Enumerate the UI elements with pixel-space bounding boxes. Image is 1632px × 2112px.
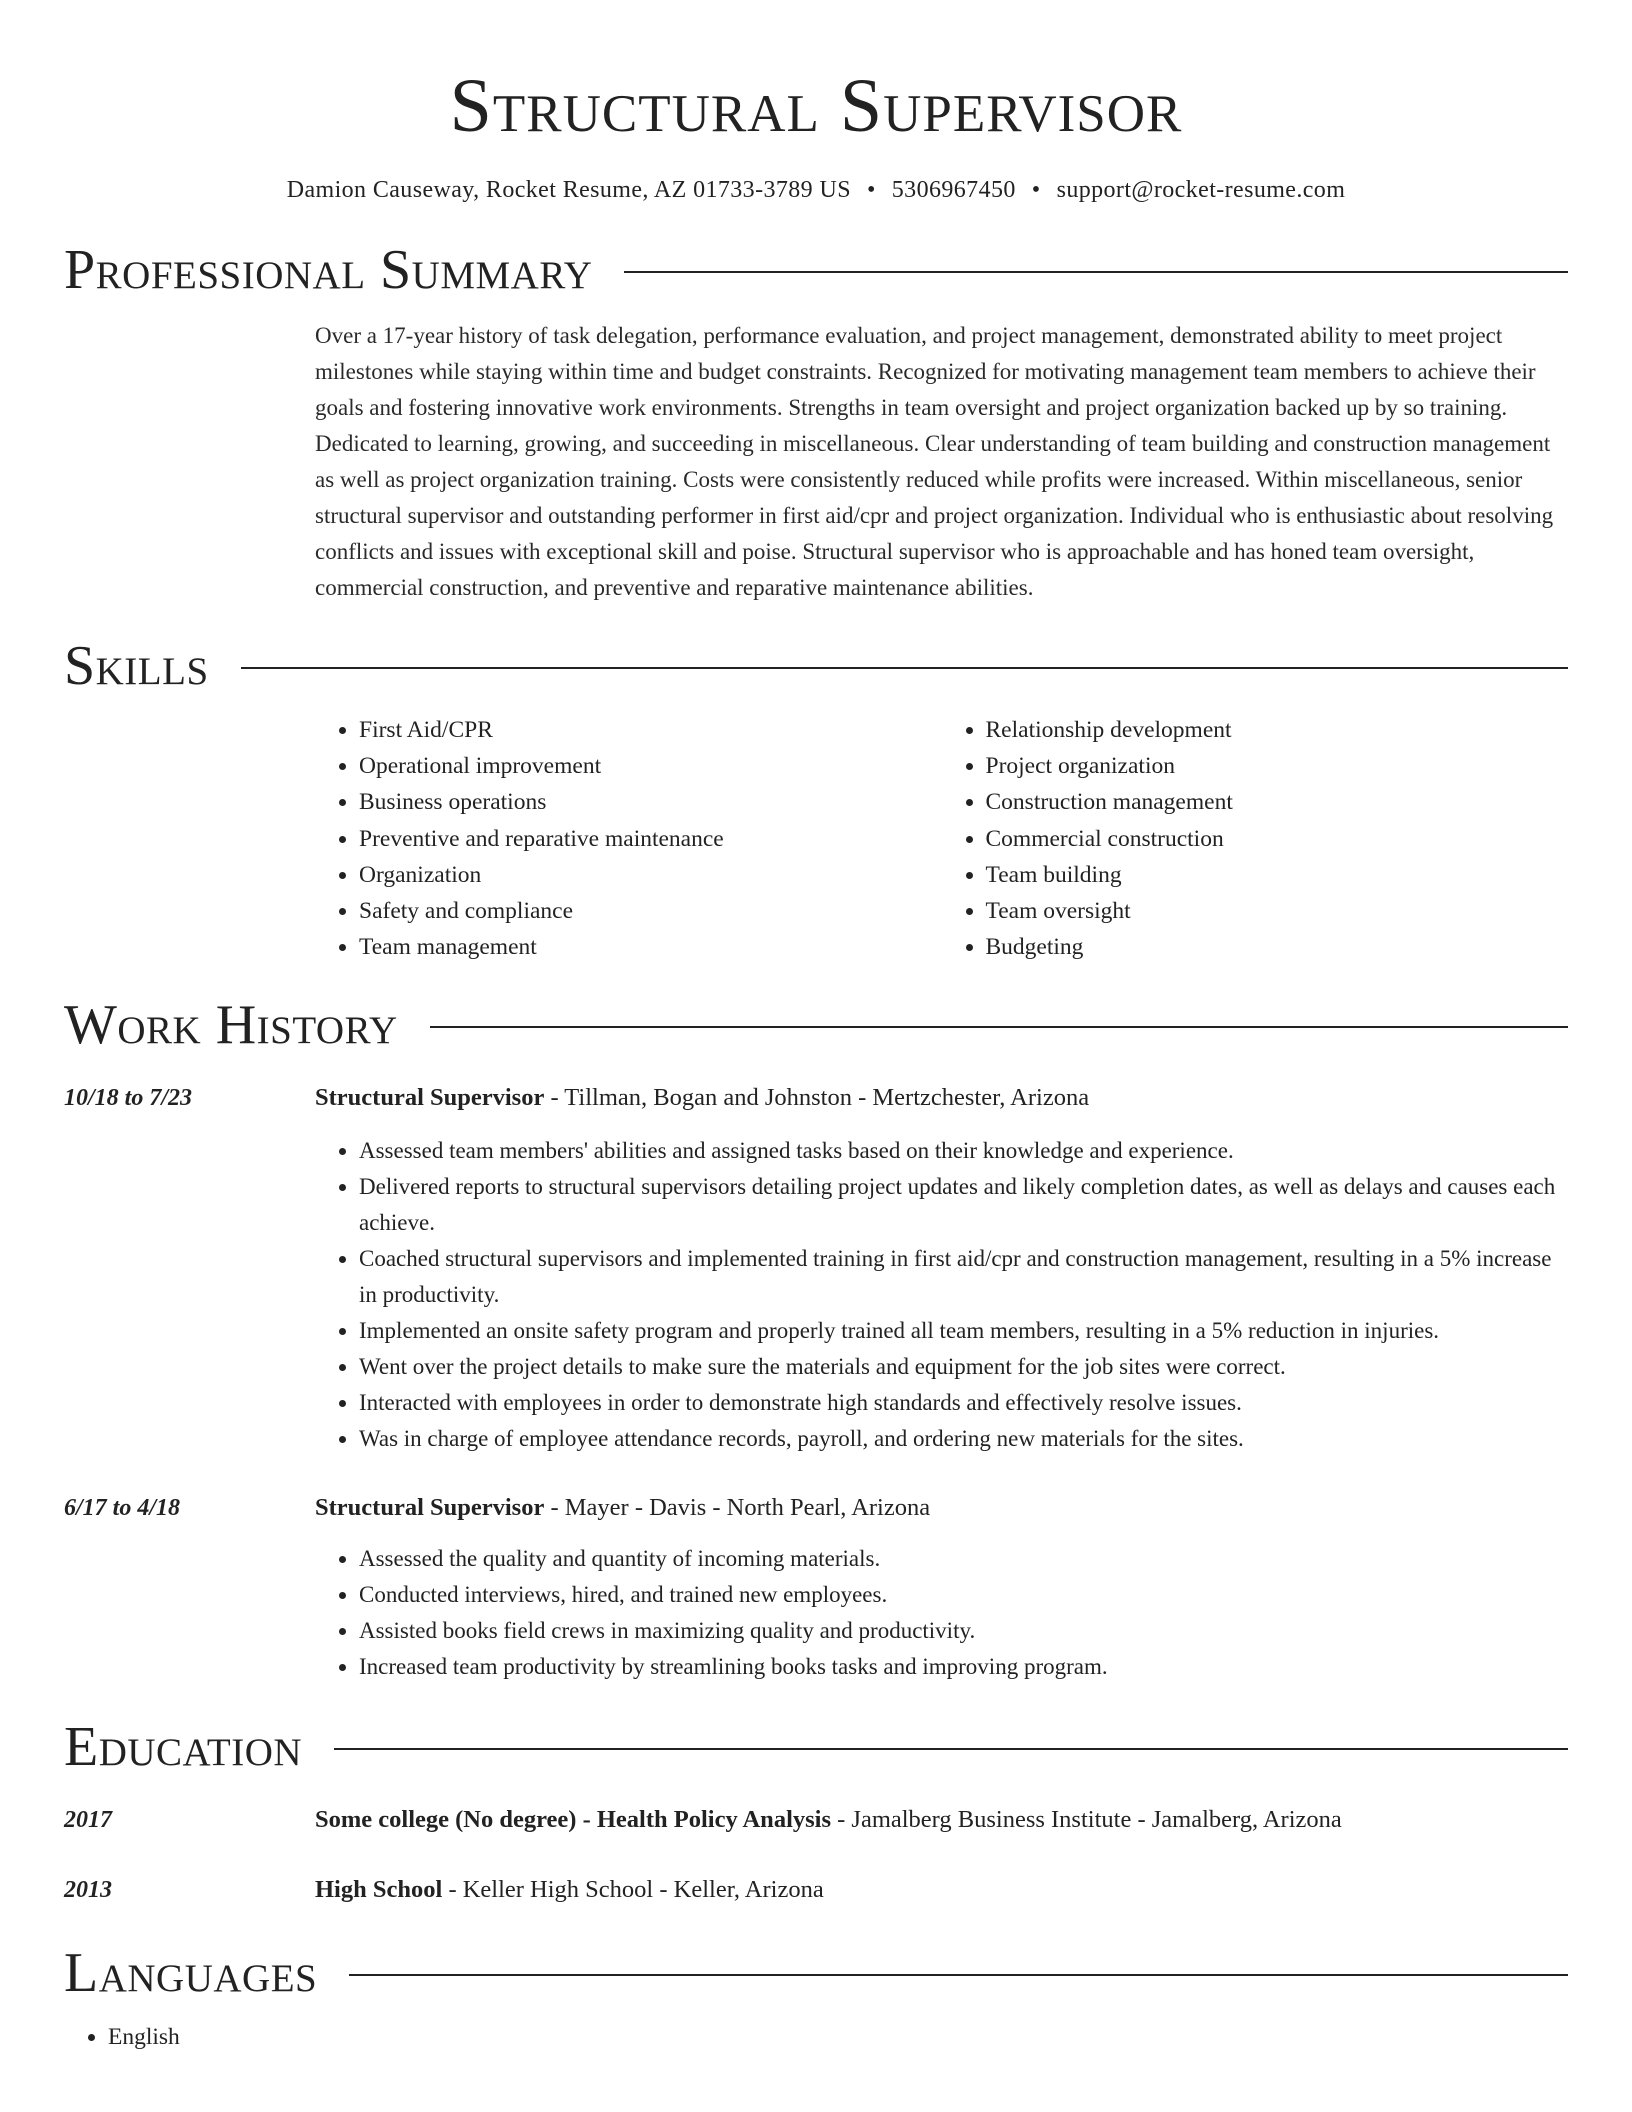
skill-item: • Construction management: [986, 784, 1569, 820]
education-degree: Some college (No degree) - Health Policy Analysis: [315, 1806, 831, 1834]
education-entry: [64, 1873, 1568, 1907]
work-section-header: [64, 993, 1568, 1057]
skill-item: • Preventive and reparative maintenance: [359, 821, 942, 857]
section-divider: [430, 1026, 1568, 1028]
skill-item: • Budgeting: [986, 929, 1569, 965]
education-year: 2017: [64, 1807, 112, 1834]
job-dates: 10/18 to 7/23: [64, 1085, 193, 1112]
skills-list-right: [942, 712, 1569, 965]
job-bullets: [315, 1133, 1568, 1457]
education-heading: Education: [64, 1716, 303, 1779]
education-details: - Keller High School - Keller, Arizona: [442, 1876, 824, 1904]
contact-separator: •: [866, 177, 876, 203]
job-bullet: • Increased team productivity by streamlining books tasks and improving program.: [359, 1649, 1568, 1685]
job-heading: [315, 1081, 1568, 1115]
job-bullet: • Assisted books field crews in maximizing quality and productivity.: [359, 1613, 1568, 1649]
job-title: Structural Supervisor: [315, 1084, 545, 1112]
education-heading-line: [315, 1803, 1568, 1837]
job-bullet: • Was in charge of employee attendance records, payroll, and ordering new materials for the sites.: [359, 1421, 1568, 1457]
section-divider: [334, 1748, 1568, 1750]
summary-heading: Professional Summary: [64, 239, 593, 301]
contact-phone: 5306967450: [891, 177, 1016, 203]
resume-page: [64, 0, 1568, 2055]
job-details: - Tillman, Bogan and Johnston - Mertzchester, Arizona: [544, 1084, 1090, 1112]
skill-item: • First Aid/CPR: [359, 712, 942, 748]
education-entry: [64, 1803, 1568, 1837]
job-body: [315, 1491, 1568, 1685]
job-title: Structural Supervisor: [315, 1494, 545, 1522]
languages-section-header: [64, 1941, 1568, 2005]
contact-address: Damion Causeway, Rocket Resume, AZ 01733-3789 US: [286, 177, 851, 203]
summary-text: Over a 17-year history of task delegation, performance evaluation, and project management, demonstrated ability to meet project milestones while staying within time and budget constraints. Recognized for motivating management team members to achieve their goals and fostering innovative work environments. Strengths in team oversight and project organization backed up by so training. Dedicated to learning, growing, and succeeding in miscellaneous. Clear understanding of team building and construction management as well as project organization training. Costs were consistently reduced while profits were increased. Within miscellaneous, senior structural supervisor and outstanding performer in first aid/cpr and project organization. Individual who is enthusiastic about resolving conflicts and issues with exceptional skill and poise. Structural supervisor who is approachable and has honed team oversight, commercial construction, and preventive and reparative maintenance abilities.: [315, 323, 1554, 600]
job-bullet: • Coached structural supervisors and implemented training in first aid/cpr and construction management, resulting in a 5% increase in productivity.: [359, 1241, 1568, 1313]
skill-item: • Team management: [359, 929, 942, 965]
education-section-header: [64, 1715, 1568, 1779]
resume-title: Structural Supervisor: [449, 64, 1183, 148]
job-bullet: • Delivered reports to structural supervisors detailing project updates and likely completion dates, as well as delays and causes each achieve.: [359, 1169, 1568, 1241]
job-bullet: • Assessed team members' abilities and assigned tasks based on their knowledge and experience.: [359, 1133, 1568, 1169]
contact-email: support@rocket-resume.com: [1056, 177, 1346, 203]
work-heading: Work History: [64, 994, 398, 1057]
skill-item: • Team building: [986, 857, 1569, 893]
skill-item: • Organization: [359, 857, 942, 893]
education-degree: High School: [315, 1876, 443, 1904]
section-divider: [349, 1974, 1568, 1976]
skill-item: • Operational improvement: [359, 748, 942, 784]
job-bullet: • Implemented an onsite safety program and properly trained all team members, resulting in a 5% reduction in injuries.: [359, 1313, 1568, 1349]
language-item: • English: [108, 2019, 1568, 2055]
job-heading: [315, 1491, 1568, 1525]
skills-list-left: [315, 712, 942, 965]
education-year: 2013: [64, 1877, 112, 1904]
education-heading-line: [315, 1873, 1568, 1907]
contact-separator: •: [1031, 177, 1041, 203]
skills-section-header: [64, 634, 1568, 698]
job-entry: [64, 1491, 1568, 1685]
job-bullet: • Interacted with employees in order to demonstrate high standards and effectively resolve issues.: [359, 1385, 1568, 1421]
skill-item: • Project organization: [986, 748, 1569, 784]
skills-heading: Skills: [64, 635, 209, 697]
section-divider: [241, 667, 1568, 669]
job-dates: 6/17 to 4/18: [64, 1495, 181, 1522]
job-body: [315, 1081, 1568, 1457]
job-bullets: [315, 1541, 1568, 1685]
job-entry: [64, 1081, 1568, 1457]
contact-line: [64, 174, 1568, 206]
languages-list: [64, 2019, 1568, 2055]
skills-columns: [315, 712, 1568, 965]
job-bullet: • Went over the project details to make sure the materials and equipment for the job sites were correct.: [359, 1349, 1568, 1385]
skill-item: • Business operations: [359, 784, 942, 820]
skill-item: • Safety and compliance: [359, 893, 942, 929]
job-bullet: • Conducted interviews, hired, and trained new employees.: [359, 1577, 1568, 1613]
section-divider: [624, 271, 1568, 273]
job-details: - Mayer - Davis - North Pearl, Arizona: [544, 1494, 931, 1522]
education-details: - Jamalberg Business Institute - Jamalberg, Arizona: [831, 1806, 1342, 1834]
languages-heading: Languages: [64, 1942, 318, 2005]
skill-item: • Team oversight: [986, 893, 1569, 929]
skill-item: • Relationship development: [986, 712, 1569, 748]
skill-item: • Commercial construction: [986, 821, 1569, 857]
job-bullet: • Assessed the quality and quantity of incoming materials.: [359, 1541, 1568, 1577]
summary-section-header: [64, 238, 1568, 302]
